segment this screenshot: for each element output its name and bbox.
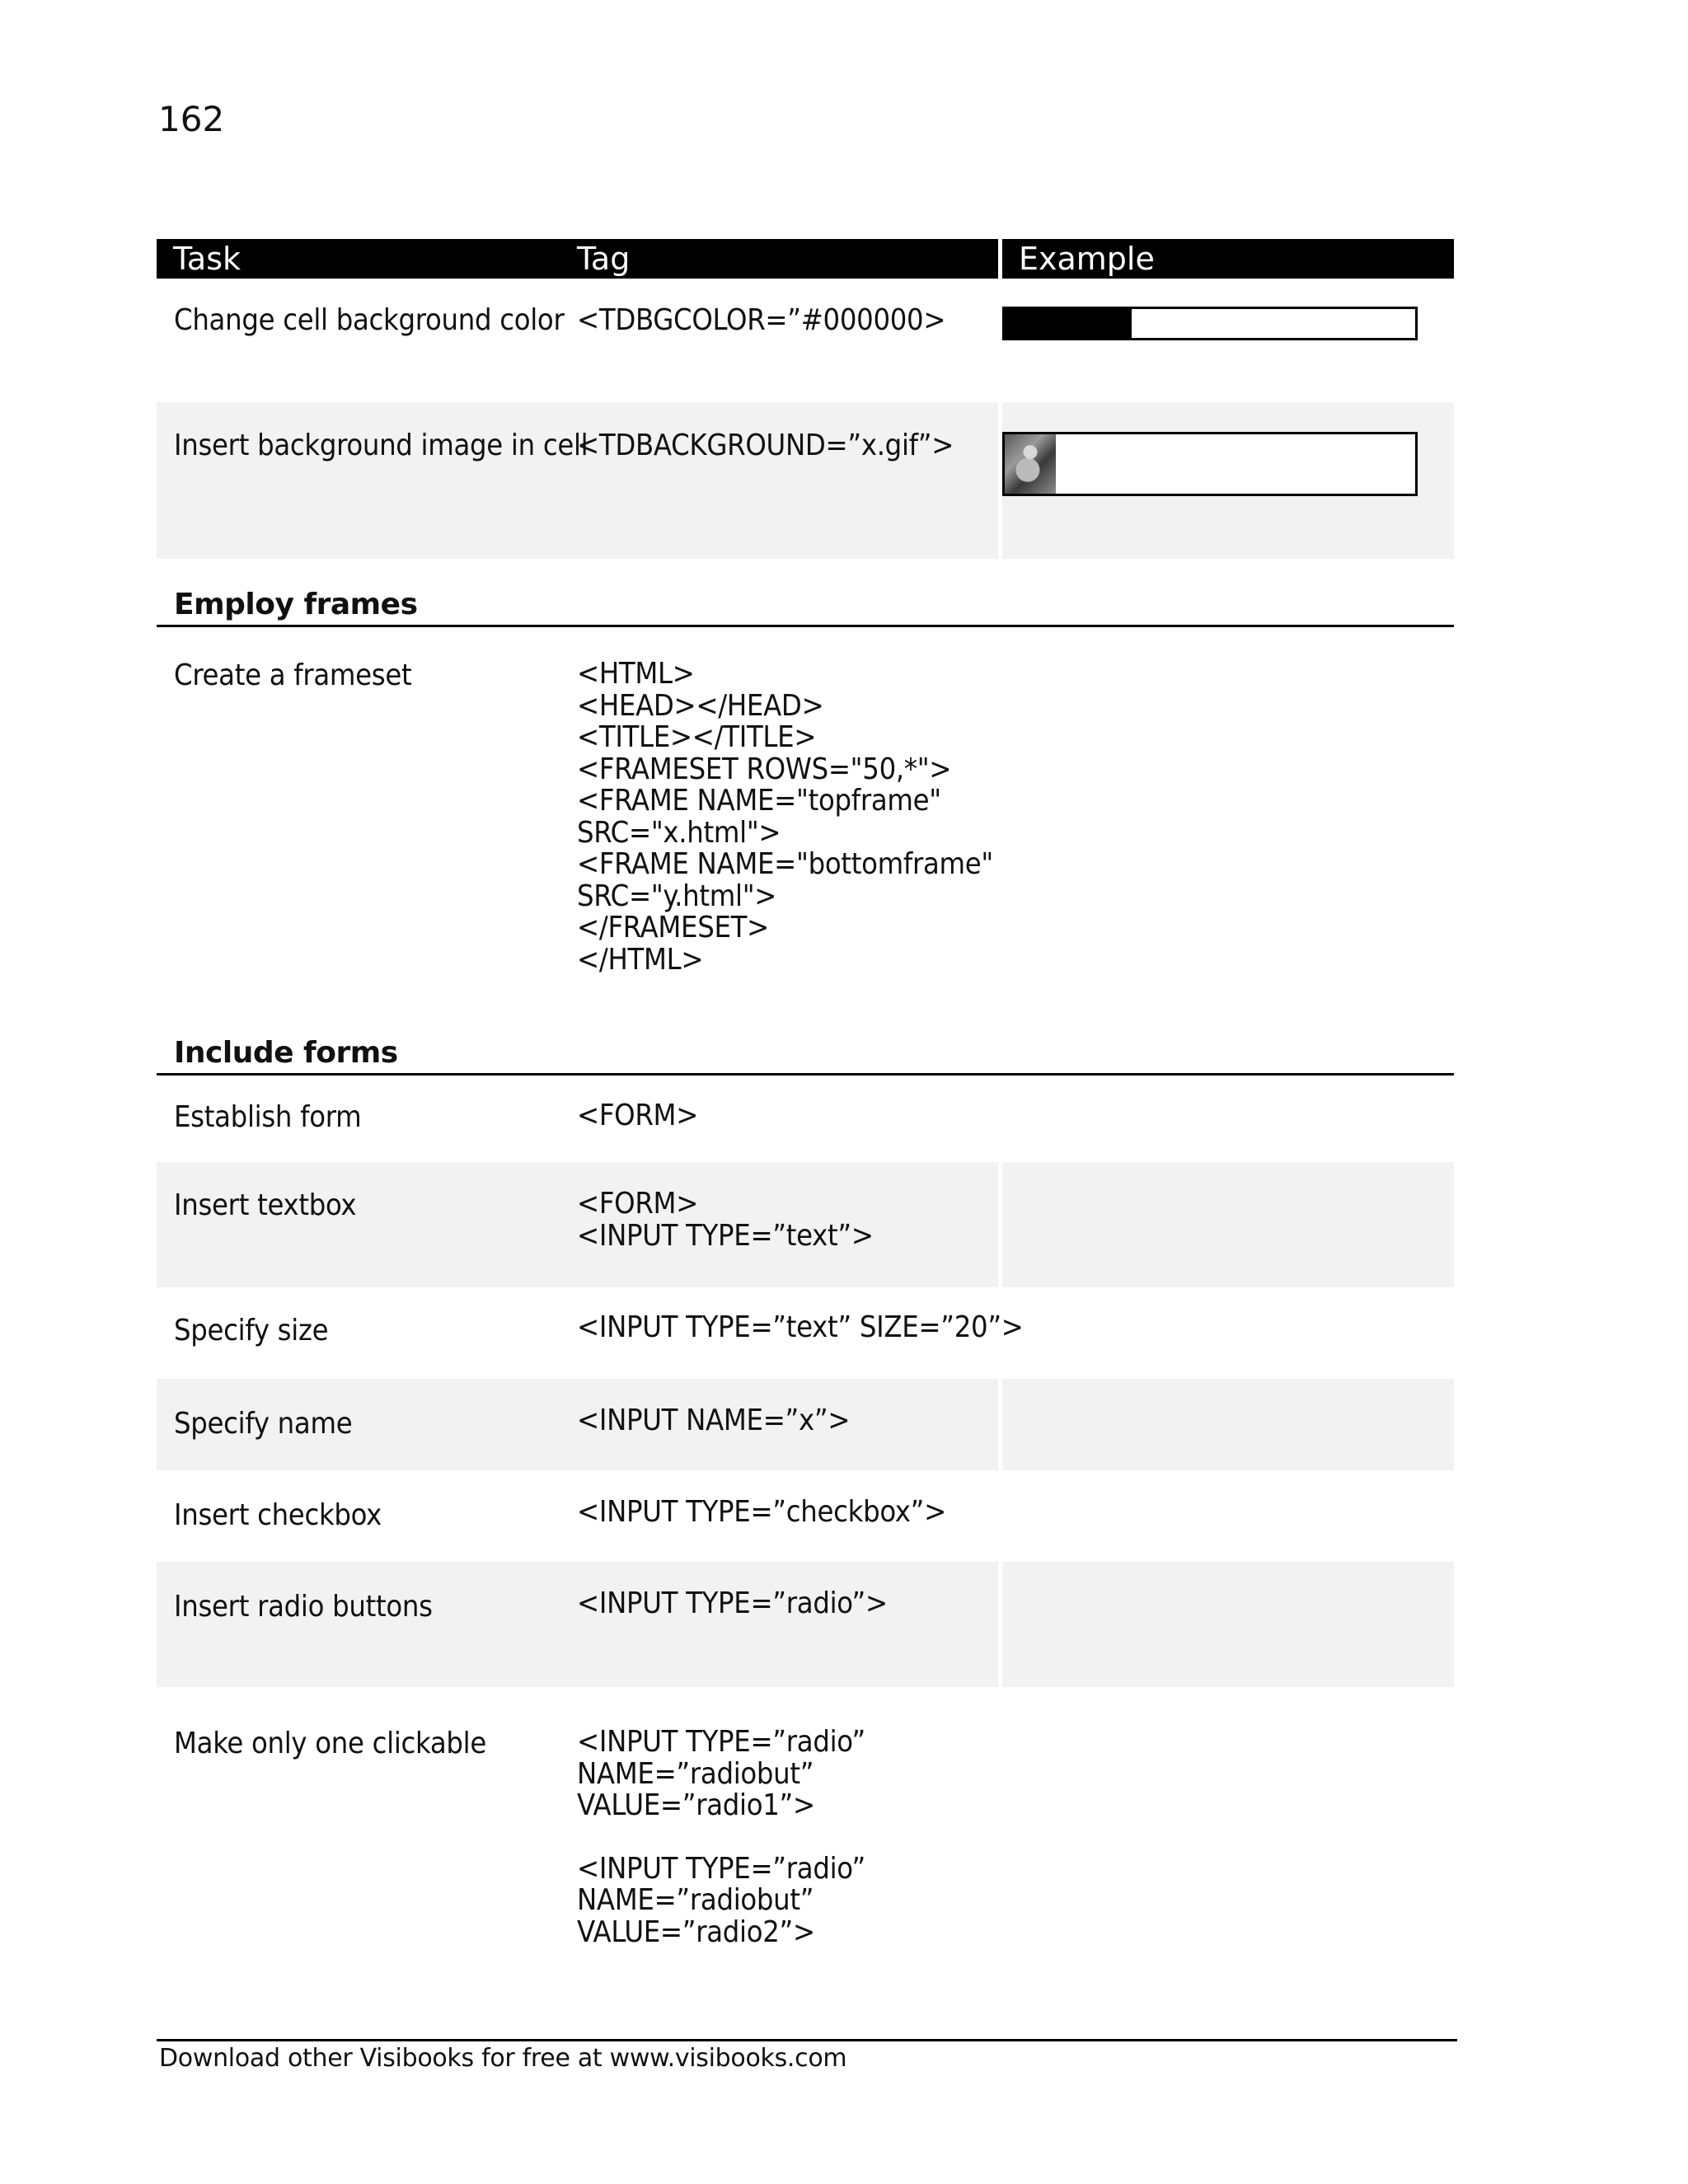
header-example: Example	[1002, 239, 1454, 279]
tag-cell: <FORM> <INPUT TYPE=”text”>	[577, 1187, 874, 1253]
task-cell: Establish form	[174, 1100, 362, 1134]
task-cell: Specify size	[174, 1314, 329, 1347]
tag-cell: <TDBGCOLOR=”#000000>	[577, 303, 946, 337]
table-row	[157, 1287, 1454, 1379]
header-task: Task	[157, 239, 998, 279]
footer-text: Download other Visibooks for free at www.visibooks.com	[159, 2044, 847, 2073]
table-row	[157, 1076, 1454, 1162]
table-row	[157, 1687, 1454, 1951]
background-image-example	[1002, 432, 1418, 496]
table-row	[157, 1379, 1454, 1470]
bgcolor-example-fill	[1005, 309, 1132, 338]
tag-cell: <TDBACKGROUND=”x.gif”>	[577, 429, 954, 462]
task-cell: Make only one clickable	[174, 1727, 487, 1760]
photo-thumbnail-image	[1005, 434, 1056, 494]
tag-cell: <INPUT NAME=”x”>	[577, 1404, 851, 1437]
section-title: Include forms	[174, 1036, 398, 1070]
table-row	[157, 402, 1454, 559]
tag-cell: <INPUT TYPE=”checkbox”>	[577, 1495, 946, 1529]
task-cell: Insert textbox	[174, 1188, 357, 1222]
header-tag: Tag	[577, 241, 631, 277]
section-employ-frames	[157, 575, 1454, 627]
table-row	[157, 1562, 1454, 1687]
tag-cell: <FORM>	[577, 1099, 699, 1132]
task-cell: Insert radio buttons	[174, 1590, 433, 1624]
task-cell: Change cell background color	[174, 303, 565, 337]
task-cell: Create a frameset	[174, 658, 412, 692]
tag-cell: <INPUT TYPE=”radio” NAME=”radiobut” VALUE=”radio1”> <INPUT TYPE=”radio” NAME=”radiobut” VALUE=”radio2”>	[577, 1725, 865, 1949]
table-row	[157, 1162, 1454, 1287]
page-number: 162	[158, 99, 225, 139]
table-row	[157, 279, 1454, 402]
tag-cell: <INPUT TYPE=”radio”>	[577, 1586, 888, 1620]
footer-divider	[157, 2039, 1457, 2041]
section-title: Employ frames	[174, 588, 418, 621]
table-row	[157, 1470, 1454, 1562]
task-cell: Specify name	[174, 1407, 353, 1441]
tag-cell: <HTML> <HEAD></HEAD> <TITLE></TITLE> <FRAMESET ROWS="50,*"> <FRAME NAME="topframe" SRC="x.html"> <FRAME NAME="bottomframe" SRC="y.html"> </FRAMESET> </HTML>	[577, 657, 994, 977]
table-row	[157, 627, 1454, 990]
task-cell: Insert checkbox	[174, 1498, 382, 1532]
table-header	[157, 239, 1454, 279]
section-include-forms	[157, 1024, 1454, 1076]
tag-cell: <INPUT TYPE=”text” SIZE=”20”>	[577, 1310, 1024, 1344]
task-cell: Insert background image in cell	[174, 429, 588, 462]
bgcolor-example	[1002, 307, 1418, 340]
